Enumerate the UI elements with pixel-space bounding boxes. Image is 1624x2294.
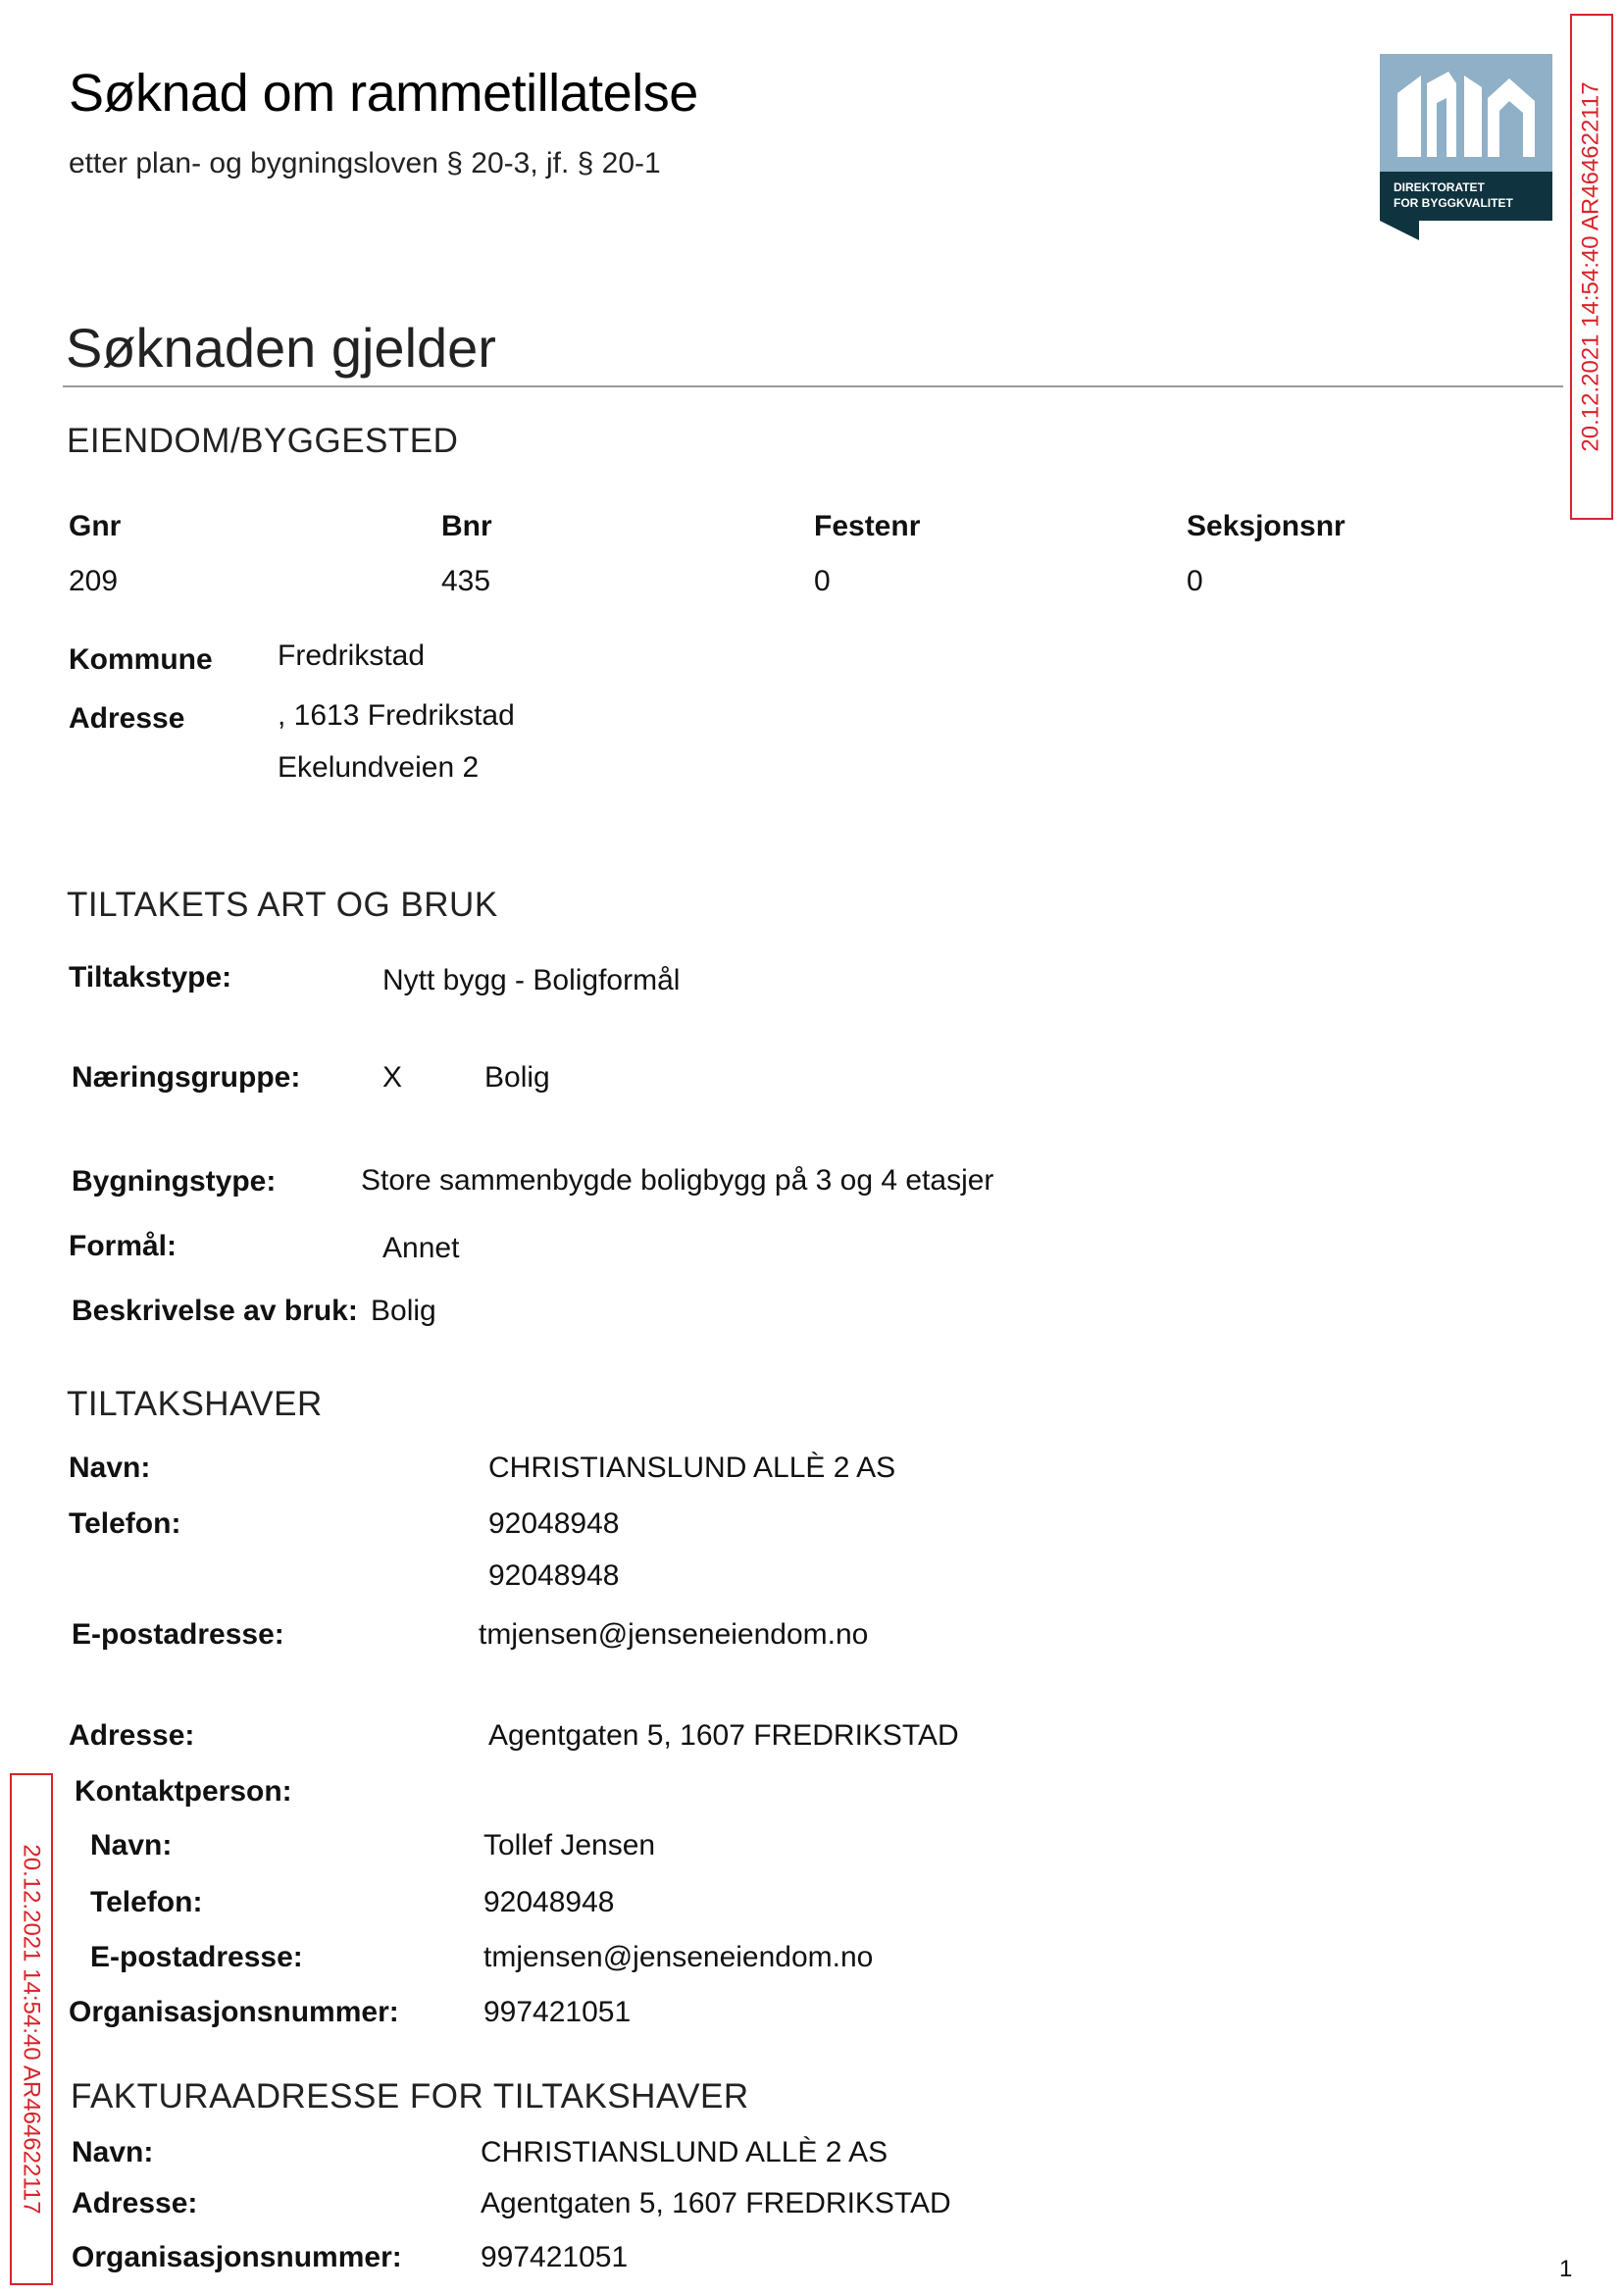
naeringsgruppe-label: Næringsgruppe: — [72, 1061, 301, 1094]
th-navn-value: CHRISTIANSLUND ALLÈ 2 AS — [488, 1452, 896, 1484]
dibk-logo — [1380, 54, 1552, 240]
adresse-line2: Ekelundveien 2 — [278, 751, 480, 784]
section-heading: Søknaden gjelder — [66, 317, 496, 379]
stamp-text: 20.12.2021 14:54:40 AR464622117 — [19, 1844, 45, 2215]
document-title: Søknad om rammetillatelse — [69, 64, 698, 123]
bnr-label: Bnr — [441, 510, 492, 542]
th-adresse-value: Agentgaten 5, 1607 FREDRIKSTAD — [488, 1719, 959, 1752]
th-telefon-value-2: 92048948 — [488, 1559, 620, 1592]
formal-label: Formål: — [69, 1230, 178, 1262]
festenr-value: 0 — [814, 565, 831, 597]
orgnr-value: 997421051 — [483, 1996, 632, 2028]
gnr-value: 209 — [69, 565, 119, 597]
th-navn-label: Navn: — [69, 1452, 151, 1484]
tiltak-heading: TILTAKETS ART OG BRUK — [67, 886, 498, 924]
naeringsgruppe-code: X — [382, 1061, 403, 1094]
document-subtitle: etter plan- og bygningsloven § 20-3, jf. § 20-1 — [69, 147, 661, 179]
logo-text-2: FOR BYGGKVALITET — [1394, 196, 1513, 210]
kp-epost-label: E-postadresse: — [90, 1941, 303, 1973]
fk-orgnr-label: Organisasjonsnummer: — [72, 2241, 402, 2273]
th-adresse-label: Adresse: — [69, 1719, 195, 1752]
bnr-value: 435 — [441, 565, 491, 597]
kontaktperson-label: Kontaktperson: — [75, 1775, 292, 1808]
divider — [63, 385, 1563, 387]
kp-navn-value: Tollef Jensen — [483, 1829, 656, 1861]
tiltakshaver-heading: TILTAKSHAVER — [67, 1385, 323, 1423]
th-epost-label: E-postadresse: — [72, 1618, 284, 1651]
formal-value: Annet — [382, 1232, 460, 1264]
fk-adresse-label: Adresse: — [72, 2187, 198, 2219]
gnr-label: Gnr — [69, 510, 122, 542]
festenr-label: Festenr — [814, 510, 921, 542]
fk-orgnr-value: 997421051 — [481, 2241, 629, 2273]
kommune-value: Fredrikstad — [278, 639, 426, 672]
eiendom-heading: EIENDOM/BYGGESTED — [67, 422, 459, 460]
orgnr-label: Organisasjonsnummer: — [69, 1996, 399, 2028]
bygningstype-label: Bygningstype: — [72, 1165, 277, 1198]
fk-navn-value: CHRISTIANSLUND ALLÈ 2 AS — [481, 2136, 888, 2168]
beskrivelse-value: Bolig — [371, 1295, 436, 1327]
adresse-line1: , 1613 Fredrikstad — [278, 699, 515, 732]
receipt-stamp-left — [10, 1773, 53, 2285]
naeringsgruppe-value: Bolig — [484, 1061, 550, 1094]
beskrivelse-label: Beskrivelse av bruk: — [72, 1295, 358, 1327]
seksjonsnr-label: Seksjonsnr — [1187, 510, 1345, 542]
bygningstype-value: Store sammenbygde boligbygg på 3 og 4 etasjer — [361, 1164, 994, 1197]
kp-navn-label: Navn: — [90, 1829, 173, 1861]
kp-telefon-label: Telefon: — [90, 1886, 203, 1918]
kp-telefon-value: 92048948 — [483, 1886, 615, 1918]
page-number: 1 — [1559, 2256, 1573, 2282]
seksjonsnr-value: 0 — [1187, 565, 1203, 597]
receipt-stamp-top — [1570, 14, 1613, 520]
th-epost-value: tmjensen@jenseneiendom.no — [479, 1618, 869, 1651]
fk-adresse-value: Agentgaten 5, 1607 FREDRIKSTAD — [481, 2187, 951, 2219]
th-telefon-label: Telefon: — [69, 1507, 181, 1540]
stamp-text: 20.12.2021 14:54:40 AR464622117 — [1578, 81, 1604, 452]
kommune-label: Kommune — [69, 643, 213, 676]
logo-text-1: DIREKTORATET — [1394, 180, 1485, 194]
th-telefon-value-1: 92048948 — [488, 1507, 620, 1540]
faktura-heading: FAKTURAADRESSE FOR TILTAKSHAVER — [71, 2077, 749, 2116]
tiltakstype-label: Tiltakstype: — [69, 961, 232, 994]
tiltakstype-value: Nytt bygg - Boligformål — [382, 964, 681, 996]
kp-epost-value: tmjensen@jenseneiendom.no — [483, 1941, 874, 1973]
fk-navn-label: Navn: — [72, 2136, 154, 2168]
adresse-label: Adresse — [69, 702, 185, 735]
